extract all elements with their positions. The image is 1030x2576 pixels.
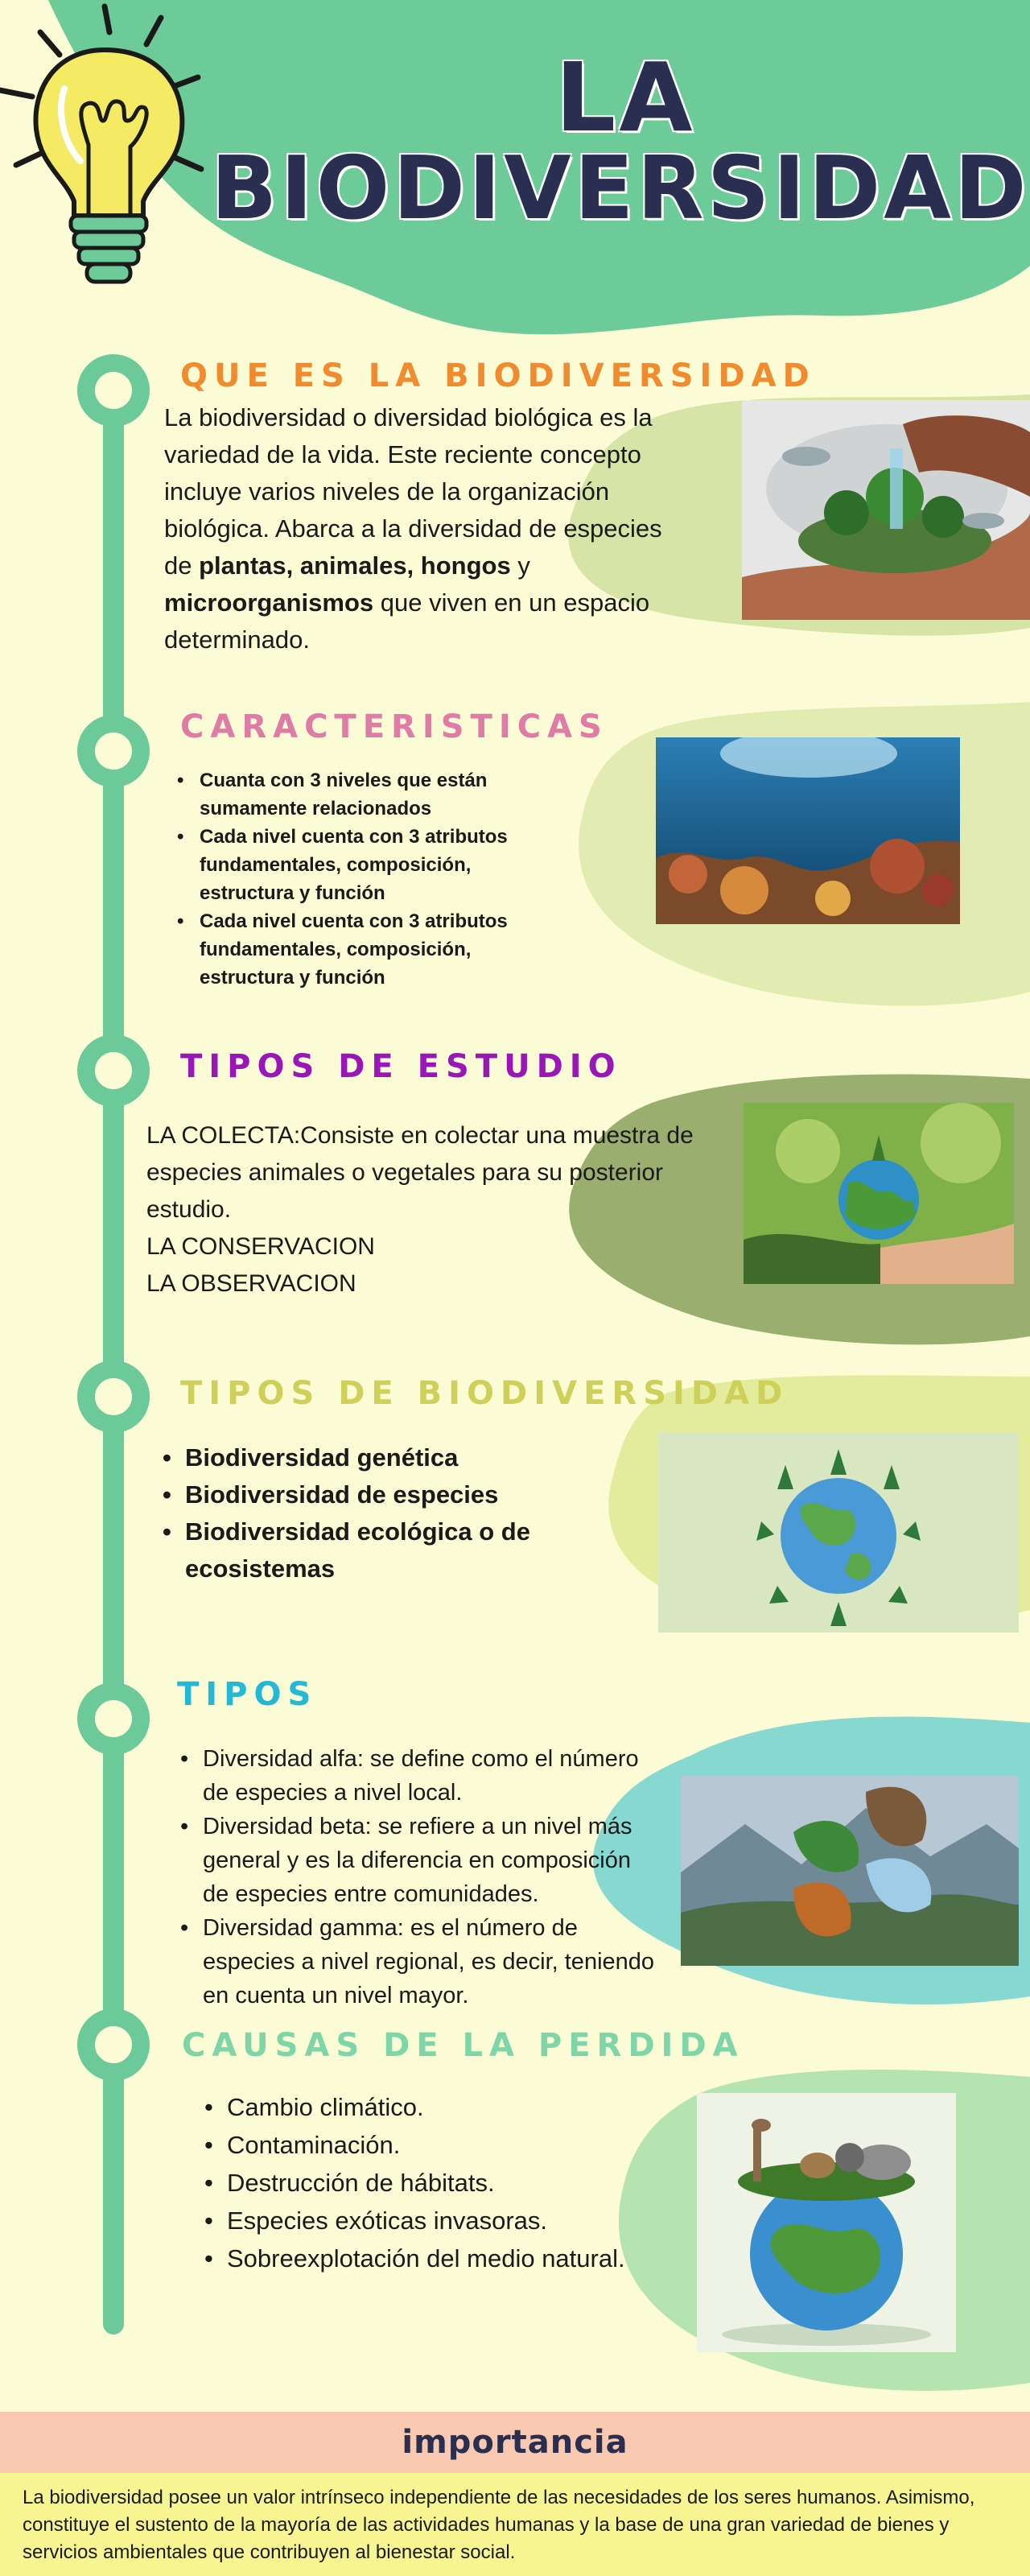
section-heading-tipos-estudio: TIPOS DE ESTUDIO <box>180 1048 622 1085</box>
list-item: • Contaminación. <box>201 2126 684 2164</box>
list-tipos <box>177 1742 660 2013</box>
timeline-node-tipos <box>77 1682 150 1755</box>
section-heading-que-es: QUE ES LA BIODIVERSIDAD <box>180 357 816 394</box>
hands-holding-globe-image <box>744 1103 1014 1284</box>
list-item: • Cuanta con 3 niveles que están sumamente relacionados <box>174 766 560 823</box>
timeline-node-caracteristicas <box>77 715 150 787</box>
list-item: • Especies exóticas invasoras. <box>201 2202 684 2240</box>
section-heading-causas: CAUSAS DE LA PERDIDA <box>182 2027 744 2064</box>
timeline-node-causas <box>77 2008 150 2081</box>
section-heading-tipos-biodiversidad: TIPOS DE BIODIVERSIDAD <box>180 1375 789 1412</box>
tipos-estudio-colecta: LA COLECTA:Consiste en colectar una muestra de especies animales o vegetales para su posterior estudio. <box>146 1122 694 1223</box>
list-item: • Cada nivel cuenta con 3 atributos fundamentales, composición, estructura y función <box>174 823 560 907</box>
list-item: • Biodiversidad de especies <box>159 1476 578 1513</box>
importancia-title: importancia <box>402 2424 628 2461</box>
list-item: • Diversidad gamma: es el número de especies a nivel regional, es decir, teniendo en cuenta un nivel mayor. <box>177 1911 660 2013</box>
importancia-text: La biodiversidad posee un valor intrínseco independiente de las necesidades de los seres humanos. Asimismo, constituye el sustento de la mayoría de las actividades humanas y la base de una gran variedad de bienes y servicios ambientales que contribuyen al bienestar social. <box>23 2487 975 2563</box>
list-tipos-biodiversidad <box>159 1439 578 1587</box>
lightbulb-icon <box>0 0 241 306</box>
tipos-estudio-conservacion: LA CONSERVACION <box>146 1233 375 1260</box>
section-text-tipos-estudio <box>146 1117 710 1302</box>
list-caracteristicas <box>174 766 560 992</box>
section-text-que-es: La biodiversidad o diversidad biológica es la variedad de la vida. Este reciente concepto incluye varios niveles de la organización biológica. Abarca a la diversidad de especies de plantas, animales, hongos y microorganismos que viven en un espacio determinado. <box>164 403 662 654</box>
list-item: • Sobreexplotación del medio natural. <box>201 2240 684 2277</box>
timeline-node-tipos-biodiversidad <box>77 1360 150 1433</box>
section-heading-tipos: TIPOS <box>177 1676 318 1713</box>
hands-holding-ecosystem-image <box>742 400 1030 620</box>
page-title-line-2: BIODIVERSIDAD <box>211 138 1030 239</box>
list-item: • Cada nivel cuenta con 3 atributos fundamentales, composición, estructura y función <box>174 907 560 992</box>
list-causas <box>201 2088 684 2277</box>
list-item: • Diversidad alfa: se define como el número de especies a nivel local. <box>177 1742 660 1810</box>
list-item: • Biodiversidad genética <box>159 1439 578 1476</box>
section-heading-caracteristicas: CARACTERISTICAS <box>180 708 608 745</box>
timeline-node-tipos-estudio <box>77 1034 150 1107</box>
coral-reef-image <box>656 737 960 924</box>
list-item: • Cambio climático. <box>201 2088 684 2126</box>
list-item: • Biodiversidad ecológica o de ecosistemas <box>159 1513 578 1587</box>
page-title-line-1: LA <box>555 42 696 153</box>
earth-with-trees-image <box>658 1433 1019 1633</box>
animals-on-globe-image <box>697 2093 956 2352</box>
list-item: • Destrucción de hábitats. <box>201 2164 684 2202</box>
mountains-species-collage-image <box>681 1776 1019 1966</box>
timeline-node-que-es <box>77 354 150 427</box>
list-item: • Diversidad beta: se refiere a un nivel más general y es la diferencia en composición de especies entre comunidades. <box>177 1810 660 1911</box>
tipos-estudio-observacion: LA OBSERVACION <box>146 1270 356 1297</box>
